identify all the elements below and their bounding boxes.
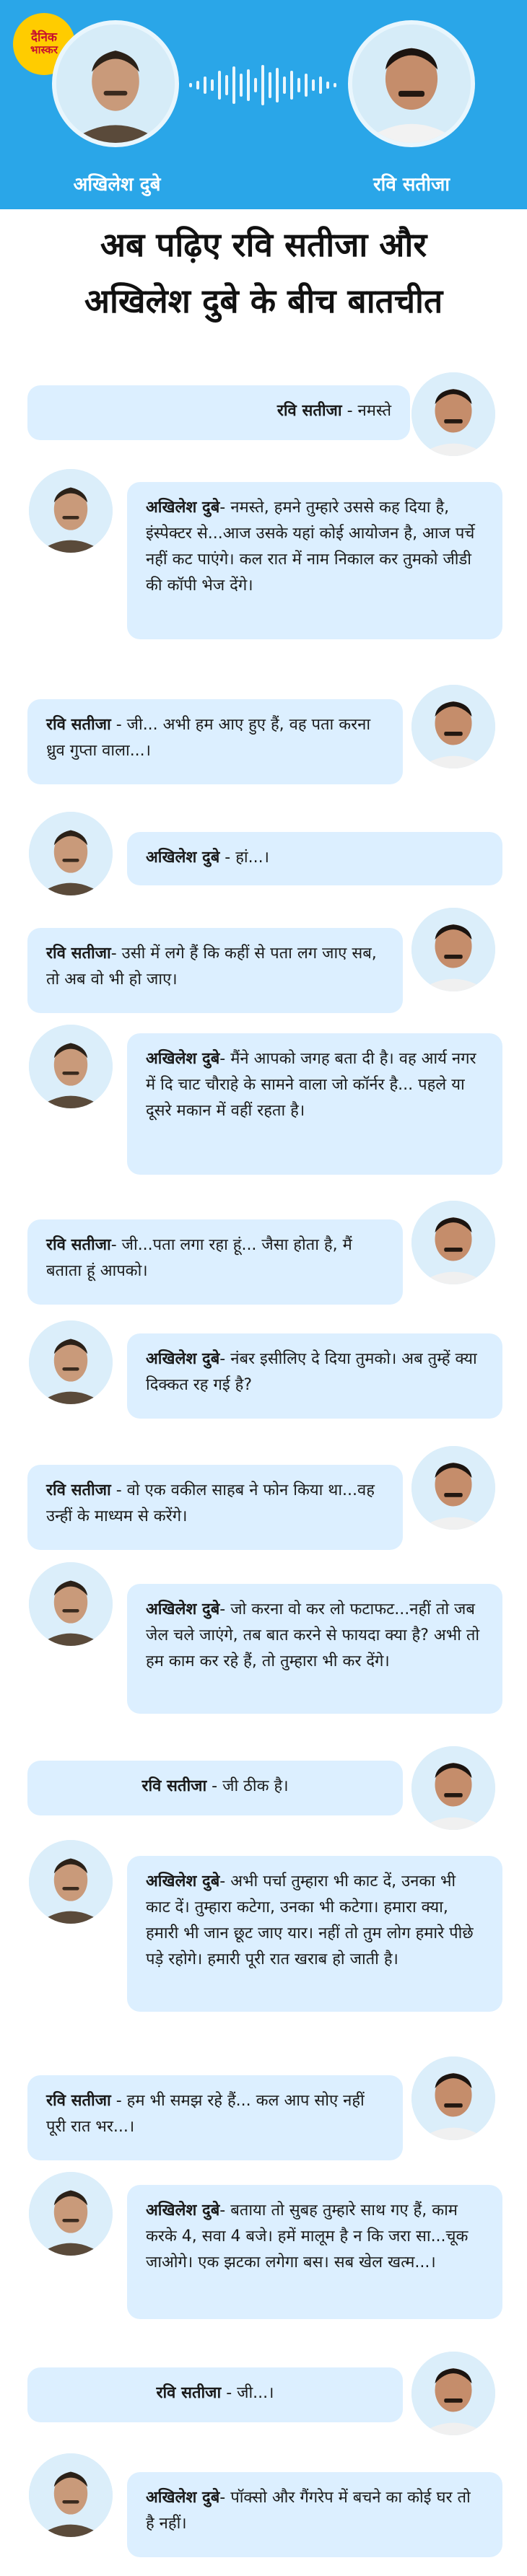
- separator: -: [110, 945, 122, 963]
- person-icon: [411, 1746, 495, 1830]
- right-speaker-name: रवि सतीजा: [373, 174, 450, 196]
- speaker-name: रवि सतीजा: [46, 2092, 111, 2110]
- ravi-message-bubble: [27, 699, 403, 784]
- message-text: उसी में लगे हैं कि कहीं से पता लग जाए सब, तो अब वो भी हो जाए।: [46, 945, 377, 989]
- title-line2: अखिलेश दुबे के बीच बातचीत: [84, 281, 443, 320]
- akhilesh-dubey-avatar-large: [52, 20, 179, 147]
- akhilesh-message-bubble: [127, 832, 502, 885]
- akhilesh-avatar: [29, 1840, 113, 1924]
- akhilesh-message-bubble: [127, 2185, 502, 2319]
- speaker-name: रवि सतीजा: [156, 2384, 222, 2402]
- separator: -: [219, 2202, 231, 2220]
- speaker-name: रवि सतीजा: [141, 1777, 207, 1795]
- message-text: अभी पर्चा तुम्हारा भी काट दें, उनका भी काट दें। तुम्हारा कटेगा, उनका भी कटेगा। हमारा क्या, हमारी भी जान छूट जाए यार। नहीं तो तुम लोग हमारे पीछे पड़े रहोगे। हमारी पूरी रात खराब हो जाती है।: [146, 1872, 474, 1968]
- ravi-message-bubble: [27, 2367, 403, 2422]
- speaker-name: रवि सतीजा: [276, 402, 342, 420]
- ravi-avatar: [411, 1746, 495, 1830]
- akhilesh-avatar: [29, 812, 113, 895]
- akhilesh-message-bubble: [127, 482, 502, 639]
- speaker-name: अखिलेश दुबे: [146, 1872, 220, 1891]
- separator: -: [219, 2489, 231, 2507]
- message-text: नमस्ते: [357, 402, 391, 420]
- person-icon: [411, 372, 495, 456]
- separator: -: [341, 402, 358, 420]
- separator: -: [206, 1777, 223, 1795]
- ravi-sateeja-avatar-large: [348, 20, 475, 147]
- speaker-name: रवि सतीजा: [46, 716, 111, 734]
- akhilesh-message-bubble: [127, 2472, 502, 2557]
- separator: -: [110, 716, 127, 734]
- speaker-name: अखिलेश दुबे: [146, 2202, 220, 2220]
- person-icon: [29, 812, 113, 895]
- message-text: पॉक्सो और गैंगरेप में बचने का कोई घर तो है नहीं।: [146, 2489, 471, 2533]
- separator: -: [110, 1236, 122, 1254]
- separator: -: [110, 2092, 127, 2110]
- logo-line2: भास्कर: [30, 43, 58, 57]
- message-text: मैंने आपको जगह बता दी है। वह आर्य नगर में दि चाट चौराहे के सामने वाला जो कॉर्नर है... पहले या दूसरे मकान में वहीं रहता है।: [146, 1050, 476, 1120]
- person-icon: [411, 685, 495, 768]
- speaker-name: अखिलेश दुबे: [146, 499, 220, 517]
- speaker-name: अखिलेश दुबे: [146, 1050, 220, 1068]
- speaker-name: अखिलेश दुबे: [146, 849, 220, 867]
- separator: -: [219, 1050, 231, 1068]
- message-text: बताया तो सुबह तुम्हारे साथ गए हैं, काम करके 4, सवा 4 बजे। हमें मालूम है न कि जरा सा...चूक जाओगे। एक झटका लगेगा बस। सब खेल खत्म...।: [146, 2202, 469, 2271]
- speaker-name: अखिलेश दुबे: [146, 2489, 220, 2507]
- person-icon: [411, 2352, 495, 2435]
- person-icon: [29, 1562, 113, 1646]
- message-text: जी...।: [237, 2384, 274, 2402]
- person-icon: [29, 1025, 113, 1108]
- person-icon: [411, 1446, 495, 1530]
- separator: -: [219, 1600, 231, 1618]
- person-icon: [411, 908, 495, 991]
- ravi-message-bubble: [27, 1219, 403, 1305]
- speaker-name: रवि सतीजा: [46, 1481, 111, 1499]
- person-icon: [29, 2172, 113, 2256]
- ravi-message-bubble: [27, 385, 410, 440]
- akhilesh-avatar: [29, 2453, 113, 2537]
- message-text: जी...पता लगा रहा हूं... जैसा होता है, मैं बताता हूं आपको।: [46, 1236, 352, 1280]
- person-icon: [411, 1201, 495, 1284]
- person-icon: [29, 1840, 113, 1924]
- akhilesh-avatar: [29, 2172, 113, 2256]
- ravi-message-bubble: [27, 1465, 403, 1550]
- person-icon: [29, 1320, 113, 1404]
- logo-line1: दैनिक: [31, 30, 57, 45]
- message-text: नंबर इसीलिए दे दिया तुमको। अब तुम्हें क्या दिक्कत रह गई है?: [146, 1350, 477, 1394]
- speaker-name: अखिलेश दुबे: [146, 1350, 220, 1368]
- ravi-avatar: [411, 685, 495, 768]
- message-text: जो करना वो कर लो फटाफट...नहीं तो जब जेल चले जाएंगे, तब बात करने से फायदा क्या है? अभी तो हम काम कर रहे हैं, तो तुम्हारा भी कर देंगे।: [146, 1600, 480, 1670]
- message-text: हां...।: [235, 849, 269, 867]
- ravi-avatar: [411, 908, 495, 991]
- title-line1: अब पढ़िए रवि सतीजा और: [100, 225, 427, 264]
- akhilesh-avatar: [29, 1025, 113, 1108]
- separator: -: [219, 1350, 231, 1368]
- person-icon: [56, 25, 175, 143]
- ravi-avatar: [411, 2352, 495, 2435]
- ravi-message-bubble: [27, 928, 403, 1013]
- message-text: नमस्ते, हमने तुम्हारे उससे कह दिया है, इंस्पेक्टर से...आज उसके यहां कोई आयोजन है, आज पर्चे नहीं कट पाएंगे। कल रात में नाम निकाल कर तुमको जीडी की कॉपी भेज देंगे।: [146, 499, 475, 595]
- person-icon: [352, 25, 471, 143]
- ravi-message-bubble: [27, 1761, 403, 1815]
- akhilesh-avatar: [29, 1320, 113, 1404]
- akhilesh-message-bubble: [127, 1584, 502, 1714]
- header-banner: [0, 0, 527, 209]
- separator: -: [219, 499, 231, 517]
- separator: -: [219, 849, 236, 867]
- person-icon: [29, 2453, 113, 2537]
- message-text: जी ठीक है।: [222, 1777, 289, 1795]
- separator: -: [219, 1872, 231, 1891]
- akhilesh-message-bubble: [127, 1333, 502, 1419]
- ravi-avatar: [411, 2056, 495, 2140]
- message-text: हम भी समझ रहे हैं... कल आप सोए नहीं पूरी रात भर...।: [46, 2092, 365, 2136]
- akhilesh-message-bubble: [127, 1856, 502, 2012]
- ravi-avatar: [411, 1446, 495, 1530]
- akhilesh-message-bubble: [127, 1033, 502, 1175]
- audio-wave-icon: [189, 63, 341, 107]
- akhilesh-avatar: [29, 469, 113, 553]
- person-icon: [411, 2056, 495, 2140]
- speaker-name: रवि सतीजा: [46, 1236, 111, 1254]
- page-title: [0, 216, 527, 329]
- separator: -: [221, 2384, 238, 2402]
- speaker-name: रवि सतीजा: [46, 945, 111, 963]
- speaker-name: अखिलेश दुबे: [146, 1600, 220, 1618]
- akhilesh-avatar: [29, 1562, 113, 1646]
- message-text: जी... अभी हम आए हुए हैं, वह पता करना ध्रुव गुप्ता वाला...।: [46, 716, 371, 760]
- separator: -: [110, 1481, 127, 1499]
- person-icon: [29, 469, 113, 553]
- ravi-avatar: [411, 1201, 495, 1284]
- ravi-message-bubble: [27, 2075, 403, 2160]
- ravi-avatar: [411, 372, 495, 456]
- left-speaker-name: अखिलेश दुबे: [73, 174, 161, 196]
- message-text: वो एक वकील साहब ने फोन किया था...वह उन्हीं के माध्यम से करेंगे।: [46, 1481, 375, 1525]
